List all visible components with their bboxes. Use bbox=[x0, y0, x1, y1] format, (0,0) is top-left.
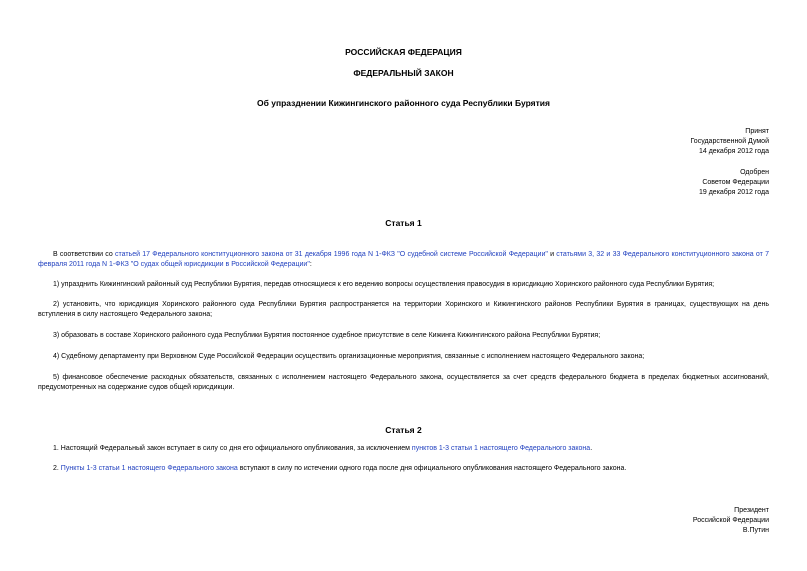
item-text: вступают в силу по истечении одного года после дня официального опубликования настоящего Федерального закона. bbox=[237, 465, 627, 472]
approved-line: 19 декабря 2012 года bbox=[698, 189, 769, 196]
article-2-item-1 bbox=[38, 444, 769, 454]
accepted-line: 14 декабря 2012 года bbox=[698, 148, 769, 155]
intro-text: В соответствии со bbox=[53, 251, 115, 258]
accepted-line: Принят bbox=[745, 128, 769, 135]
article-2-heading: Статья 2 bbox=[385, 425, 422, 435]
signature-line: Российской Федерации bbox=[692, 517, 769, 524]
signature-line: В.Путин bbox=[742, 527, 769, 534]
law-link[interactable]: статьей 17 Федерального конституционного закона от 31 декабря 1996 года N 1-ФКЗ "О судебной системе Российской Федерации" bbox=[114, 251, 548, 258]
article-1-item: 2) установить, что юрисдикция Хоринского районного суда Республики Бурятия распространяется на территории Хоринского и Кижингинского районов Республики Бурятия в границах, существующих на день вступления в силу настоящего Федерального закона; bbox=[38, 301, 769, 318]
country-heading: РОССИЙСКАЯ ФЕДЕРАЦИЯ bbox=[345, 47, 462, 57]
clause-link[interactable]: пунктов 1-3 статьи 1 настоящего Федерального закона bbox=[411, 445, 591, 452]
approved-line: Советом Федерации bbox=[702, 179, 769, 186]
signature-line: Президент bbox=[734, 507, 769, 514]
item-text: 1. Настоящий Федеральный закон вступает в силу со дня его официального опубликования, за исключением bbox=[53, 445, 412, 452]
adoption-accepted-block bbox=[690, 127, 769, 157]
adoption-approved-block bbox=[699, 168, 769, 198]
article-1-heading: Статья 1 bbox=[385, 218, 422, 228]
article-1-item: 4) Судебному департаменту при Верховном Суде Российской Федерации осуществить организационные мероприятия, связанные с исполнением настоящего Федерального закона; bbox=[53, 353, 645, 360]
intro-text: : bbox=[309, 261, 312, 268]
clause-link[interactable]: Пункты 1-3 статьи 1 настоящего Федерального закона bbox=[60, 465, 238, 472]
item-text: 2. bbox=[53, 465, 61, 472]
article-1-item: 5) финансовое обеспечение расходных обязательств, связанных с исполнением настоящего Федерального закона, осуществляется за счет средств федерального бюджета в пределах бюджетных ассигнований, предусмотренных на содержание судов общей юрисдикции. bbox=[38, 374, 769, 391]
document-title: Об упразднении Кижингинского районного суда Республики Бурятия bbox=[257, 98, 550, 108]
item-text: . bbox=[590, 445, 593, 452]
article-1-item: 3) образовать в составе Хоринского районного суда Республики Бурятия постоянное судебное присутствие в селе Кижинга Кижингинского района Республики Бурятия; bbox=[53, 332, 601, 339]
article-1-intro bbox=[38, 250, 769, 270]
law-link[interactable]: статьями 3, 32 и 33 Федерального конституционного закона от 7 февраля 2011 года N 1-ФКЗ "О судах общей юрисдикции в Российской Федерации" bbox=[38, 251, 769, 268]
law-type-heading: ФЕДЕРАЛЬНЫЙ ЗАКОН bbox=[353, 68, 454, 78]
approved-line: Одобрен bbox=[740, 169, 769, 176]
signature-block bbox=[693, 506, 769, 536]
article-2-item-2 bbox=[38, 464, 769, 474]
article-1-item: 1) упразднить Кижингинский районный суд Республики Бурятия, передав относящиеся к его ведению вопросы осуществления правосудия в юрисдикцию Хоринского районного суда Республики Бурятия; bbox=[53, 281, 715, 288]
intro-text: и bbox=[547, 251, 557, 258]
accepted-line: Государственной Думой bbox=[690, 138, 769, 145]
